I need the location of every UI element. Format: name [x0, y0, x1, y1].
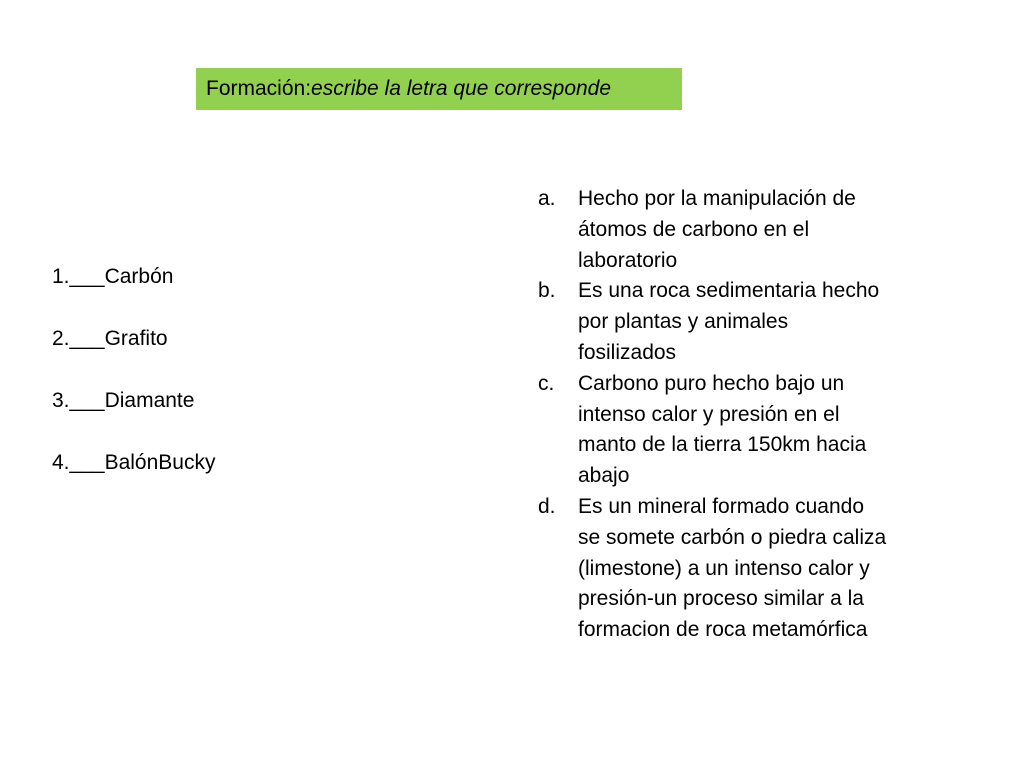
definition-item [538, 276, 898, 368]
matching-item [52, 324, 215, 354]
matching-items-list [52, 262, 215, 510]
item-number: 3. [52, 389, 70, 412]
definition-letter: d. [538, 494, 556, 518]
definition-item [538, 492, 898, 646]
item-number: 1. [52, 265, 70, 288]
item-number: 2. [52, 327, 70, 350]
definition-letter: b. [538, 279, 556, 303]
item-name: Diamante [104, 389, 195, 412]
definition-item [538, 184, 898, 276]
definition-letter: a. [538, 187, 556, 210]
item-name: BalónBucky [104, 451, 216, 474]
item-blank: ___ [69, 451, 105, 474]
item-blank: ___ [69, 265, 105, 288]
title-label: Formación: [206, 77, 312, 100]
item-number: 4. [52, 451, 70, 474]
definition-item [538, 369, 898, 492]
definitions-list [538, 184, 898, 646]
matching-item [52, 448, 215, 478]
definition-text: Es un mineral formado cuando se somete carbón o piedra caliza (limestone) a un intenso calor y presión-un proceso similar a la formacion de roca metamórfica [578, 494, 887, 642]
item-blank: ___ [69, 327, 105, 350]
title-instruction: escribe la letra que corresponde [311, 77, 612, 100]
definition-letter: c. [538, 371, 555, 395]
definition-text: Es una roca sedimentaria hecho por plantas y animales fosilizados [578, 279, 880, 364]
item-blank: ___ [69, 389, 105, 412]
definition-text: Hecho por la manipulación de átomos de carbono en el laboratorio [578, 187, 856, 272]
matching-item [52, 262, 215, 292]
title-banner [196, 68, 682, 110]
definition-text: Carbono puro hecho bajo un intenso calor y presión en el manto de la tierra 150km hacia abajo [578, 371, 867, 488]
item-name: Grafito [104, 327, 168, 350]
matching-item [52, 386, 215, 416]
item-name: Carbón [104, 265, 174, 288]
